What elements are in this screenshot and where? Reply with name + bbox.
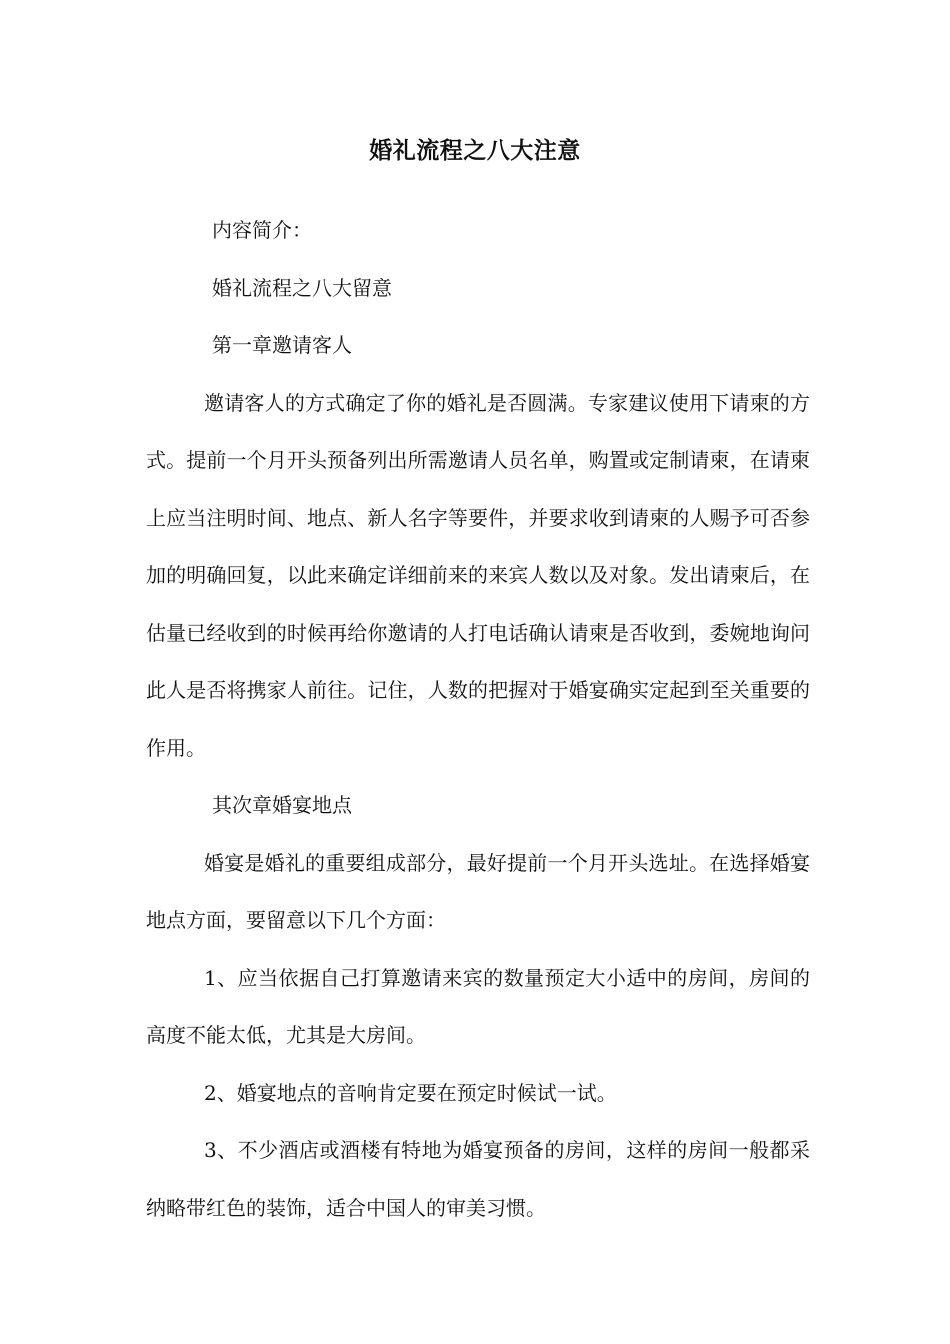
chapter-2-heading: 其次章婚宴地点 [212,793,352,817]
chapter-1-heading: 第一章邀请客人 [212,333,352,357]
chapter-1-paragraph: 邀请客人的方式确定了你的婚礼是否圆满。专家建议使用下请柬的方式。提前一个月开头预备列出所需邀请人员名单，购置或定制请柬，在请柬上应当注明时间、地点、新人名字等要件，并要求收到请柬的人赐予可否参加的明确回复，以此来确定详细前来的来宾人数以及对象。发出请柬后，在估量已经收到的时候再给你邀请的人打电话确认请柬是否收到，委婉地询问此人是否将携家人前往。记住，人数的把握对于婚宴确实定起到至关重要的作用。 [146,390,810,760]
list-item-2: 2、婚宴地点的音响肯定要在预定时候试一试。 [204,1080,617,1105]
document-body [146,202,810,1237]
list-item-3: 3、不少酒店或酒楼有特地为婚宴预备的房间，这样的房间一般都采纳略带红色的装饰，适合中国人的审美习惯。 [146,1138,810,1220]
document-title: 婚礼流程之八大注意 [369,137,581,164]
chapter-2-paragraph: 婚宴是婚礼的重要组成部分，最好提前一个月开头选址。在选择婚宴地点方面，要留意以下几个方面： [146,850,810,932]
subtitle: 婚礼流程之八大留意 [212,275,392,300]
intro-label: 内容简介： [212,218,312,242]
list-item-1: 1、应当依据自己打算邀请来宾的数量预定大小适中的房间，房间的高度不能太低，尤其是大房间。 [146,965,810,1047]
